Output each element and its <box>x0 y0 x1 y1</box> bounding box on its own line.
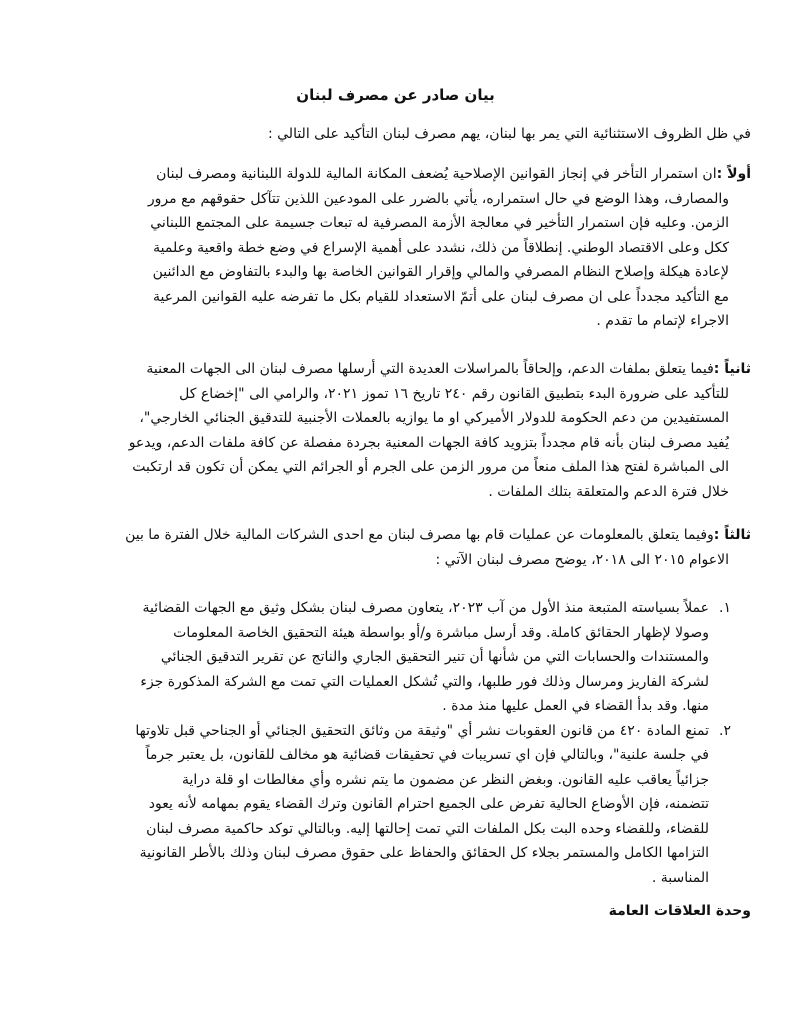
section-first-line <box>38 357 751 382</box>
list-line: للقضاء، وللقضاء وحده البت بكل الملفات التي تمت إحالتها إليه. وبالتالي توكد حاكمية مصرف لبنان <box>146 820 709 837</box>
section-line: الاعوام ٢٠١٥ الى ٢٠١٨، يوضح مصرف لبنان الآتي : <box>435 551 729 568</box>
list-line: وصولا لإظهار الحقائق كاملة. وقد أرسل مباشرة و/أو بواسطة هيئة التحقيق الخاصة المعلومات <box>173 624 709 641</box>
section-line: والمصارف، وهذا الوضع في حال استمراره، يأتي بالضرر على المودعين اللذين تتآكل حقوقهم مع مرور <box>147 190 729 207</box>
list-line: تمنع المادة ٤٢٠ من قانون العقوبات نشر أي "وثيقة من وثائق التحقيق الجنائي أو الجناحي قبل تلاوتها <box>135 722 709 739</box>
list-line: جزائياً يعاقب عليه القانون. وبغض النظر عن مضمون ما يتم نشره وأي مغالطات او قلة دراية <box>182 771 709 788</box>
numbered-list <box>38 596 751 890</box>
section-first-line <box>38 523 751 548</box>
document-title: بيان صادر عن مصرف لبنان <box>296 86 495 104</box>
signature: وحدة العلاقات العامة <box>608 903 751 919</box>
section-third <box>38 523 751 572</box>
list-line: عملاً بسياسته المتبعة منذ الأول من آب ٢٠٢٣، يتعاون مصرف لبنان بشكل وثيق مع الجهات القضائية <box>142 600 709 616</box>
section-line: يُفيد مصرف لبنان بأنه قام مجدداً بتزويد كافة الجهات المعنية بجردة مفصلة عن كافة ملفات الدعم، ويدعو <box>128 434 729 451</box>
section-label: ثالثاً : <box>713 527 751 543</box>
section-line: ككل وعلى الاقتصاد الوطني. إنطلاقاً من ذلك، نشدد على أهمية الإسراع في وضع خطة واقعية وعلمية <box>153 239 729 256</box>
section-first <box>38 162 751 334</box>
list-line: المناسبة . <box>651 869 709 886</box>
list-number: ١. <box>719 600 731 616</box>
list-line: منها. وقد بدأ القضاء في العمل عليها منذ مدة . <box>442 698 709 714</box>
list-line: التزامها الكامل والمستمر بجلاء كل الحقائق والحفاظ على حقوق مصرف لبنان وذلك بالأطر القانونية <box>139 845 709 861</box>
list-line: في جلسة علنية"، وبالتالي فإن اي تسريبات في تحقيقات قضائية هو مخالف للقانون، بل يعتبر جرماً <box>145 747 709 763</box>
list-line: لشركة الفاريز ومرسال وذلك فور طلبها، والتي تُشكل العمليات التي تمت مع الشركة المذكورة جزء <box>140 673 709 690</box>
section-first-line <box>38 162 751 187</box>
section-second <box>38 357 751 504</box>
list-line: تتضمنه، فإن الأوضاع الحالية تفرض على الجميع احترام القانون وترك القضاء يقوم بمهامه لأنه يعود <box>148 796 709 812</box>
section-line: الاجراء لإتمام ما تقدم . <box>596 313 729 329</box>
list-number: ٢. <box>719 722 731 739</box>
section-line: مع التأكيد مجدداً على ان مصرف لبنان على أتمّ الاستعداد للقيام بكل ما تفرضه عليه القوانين المرعية <box>153 288 729 305</box>
section-line: الزمن. وعليه فإن استمرار التأخير في معالجة الأزمة المصرفية له تبعات جسيمة على المجتمع اللبناني <box>150 215 729 231</box>
section-line: لإعادة هيكلة وإصلاح النظام المصرفي والمالي وإقرار القوانين الخاصة بها والبدء بالتفاوض مع الدائنين <box>152 264 729 280</box>
list-line: والمستندات والحسابات التي من شأنها أن تنير التحقيق الجاري والناتج عن تقرير التدقيق الجنائي <box>160 649 709 665</box>
section-line: الى المباشرة لفتح هذا الملف منعاً من مرور الزمن على الجرم أو الجرائم التي يمكن أن تكون قد ارتكبت <box>132 459 729 475</box>
section-label: أولاً : <box>716 166 751 182</box>
section-label: ثانياً : <box>713 361 751 377</box>
section-text: وفيما يتعلق بالمعلومات عن عمليات قام بها مصرف لبنان مع احدى الشركات المالية خلال الفترة ما بين <box>125 527 714 543</box>
section-line: للتأكيد على ضرورة البدء بتطبيق القانون رقم ٢٤٠ تاريخ ١٦ تموز ٢٠٢١، والرامي الى "إخضاع كل <box>179 385 729 402</box>
section-line: المستفيدين من دعم الحكومة للدولار الأميركي او ما يوازيه بالعملات الأجنبية للتدقيق الجنائي الخارجي"، <box>139 410 729 426</box>
list-item <box>38 719 751 891</box>
section-line: خلال فترة الدعم والمتعلقة بتلك الملفات . <box>488 483 729 500</box>
section-text: فيما يتعلق بملفات الدعم، وإلحاقاً بالمراسلات العديدة التي أرسلها مصرف لبنان الى الجهات المعنية <box>146 361 714 377</box>
section-text: ان استمرار التأخر في إنجاز القوانين الإصلاحية يُضعف المكانة المالية للدولة اللبنانية ومصرف لبنان <box>156 166 717 182</box>
intro-paragraph: في ظل الظروف الاستثنائية التي يمر بها لبنان، يهم مصرف لبنان التأكيد على التالي : <box>267 126 751 142</box>
list-item <box>38 596 751 719</box>
